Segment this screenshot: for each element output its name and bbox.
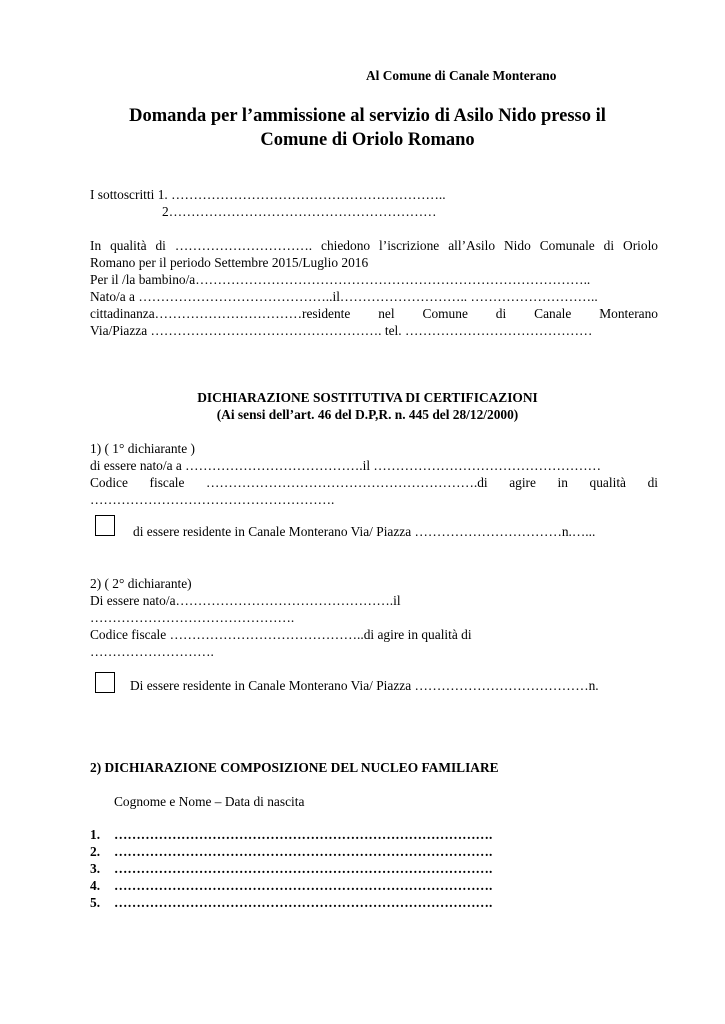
list-item: 4. …………………………………………………………………………. bbox=[90, 878, 493, 893]
list-item: 5. …………………………………………………………………………. bbox=[90, 895, 493, 910]
declarant-1-birth-line: di essere nato/a a ………………………………….il …………………………………………… bbox=[90, 458, 602, 473]
declarant-2-residence-checkbox[interactable] bbox=[95, 672, 115, 693]
declarant-1-label: 1) ( 1° dichiarante ) bbox=[90, 441, 195, 456]
signer-1-line: I sottoscritti 1. …………………………………………………….. bbox=[90, 187, 446, 202]
signer-2-line: 2…………………………………………………… bbox=[162, 204, 437, 219]
declarant-2-residence-line: Di essere residente in Canale Monterano Via/ Piazza …………………………………n. bbox=[130, 678, 599, 693]
family-heading: 2) DICHIARAZIONE COMPOSIZIONE DEL NUCLEO FAMILIARE bbox=[90, 760, 499, 775]
child-name-line: Per il /la bambino/a…………………………………………………………………………….. bbox=[90, 272, 591, 287]
family-list bbox=[90, 826, 492, 911]
page-title bbox=[90, 104, 645, 152]
declarant-2-fiscal-line: Codice fiscale ……………………………………..di agire in qualità di bbox=[90, 627, 472, 642]
declarant-2-label: 2) ( 2° dichiarante) bbox=[90, 576, 192, 591]
address-phone-line: Via/Piazza ……………………………………………. tel. …………………………………… bbox=[90, 323, 593, 338]
list-item: 2. …………………………………………………………………………. bbox=[90, 844, 493, 859]
citizenship-line: cittadinanza……………………………residente nel Comune di Canale Monterano bbox=[90, 306, 658, 321]
declaration-subheading: (Ai sensi dell’art. 46 del D.P,R. n. 445 del 28/12/2000) bbox=[216, 407, 519, 422]
declarant-1-residence-line: di essere residente in Canale Monterano Via/ Piazza ……………………………n.…... bbox=[133, 524, 596, 539]
declarant-2-birth-line: Di essere nato/a………………………………………….il bbox=[90, 593, 401, 608]
request-line-1: In qualità di …………………………. chiedono l’iscrizione all’Asilo Nido Comunale di Oriolo bbox=[90, 238, 658, 253]
family-subheading: Cognome e Nome – Data di nascita bbox=[114, 794, 305, 809]
declaration-heading: DICHIARAZIONE SOSTITUTIVA DI CERTIFICAZIONI bbox=[197, 390, 538, 405]
request-line-2: Romano per il periodo Settembre 2015/Luglio 2016 bbox=[90, 255, 369, 270]
declarant-1-residence-checkbox[interactable] bbox=[95, 515, 115, 536]
title-line-2: Comune di Oriolo Romano bbox=[260, 130, 475, 150]
title-line-1: Domanda per l’ammissione al servizio di Asilo Nido presso il bbox=[129, 106, 606, 126]
child-birth-line: Nato/a a ……………………………………..il……………………….. ……………………….. bbox=[90, 289, 598, 304]
list-item: 1. …………………………………………………………………………. bbox=[90, 827, 493, 842]
declarant-2-fiscal-cont: ………………………. bbox=[90, 644, 214, 659]
declarant-2-birth-cont: ………………………………………. bbox=[90, 610, 295, 625]
declarant-1-fiscal-cont: ………………………………………………. bbox=[90, 492, 335, 507]
addressee: Al Comune di Canale Monterano bbox=[366, 68, 557, 83]
declarant-1-fiscal-line: Codice fiscale …………………………………………………….di agire in qualità di bbox=[90, 475, 658, 490]
list-item: 3. …………………………………………………………………………. bbox=[90, 861, 493, 876]
